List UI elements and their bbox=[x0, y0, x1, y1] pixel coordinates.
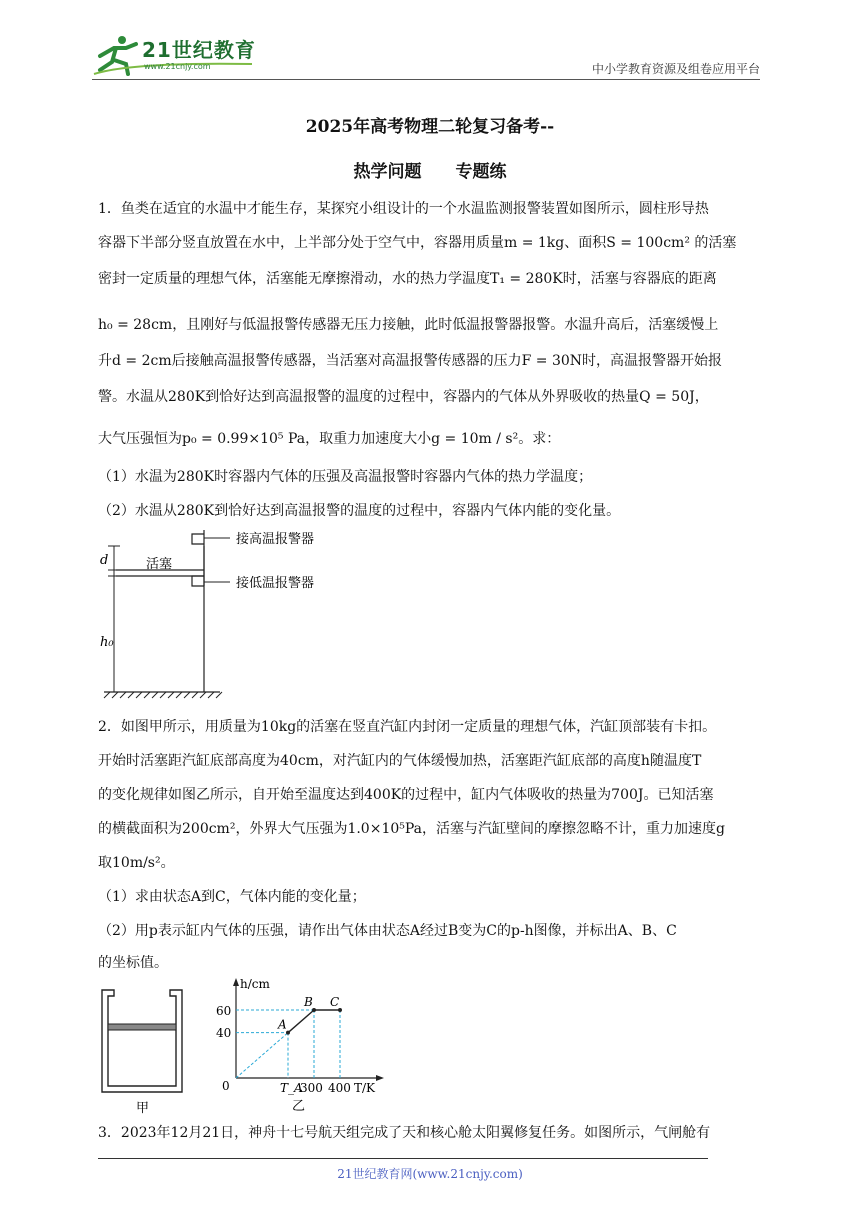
y-axis-label: h/cm bbox=[240, 977, 270, 991]
q1-line-6: 警。水温从280K到恰好达到高温报警的温度的过程中，容器内的气体从外界吸收的热量Q = 50J， bbox=[98, 389, 709, 405]
q2-cylinder-diagram bbox=[98, 986, 194, 1116]
q2-sub-question-1: （1）求由状态A到C，气体内能的变化量； bbox=[98, 889, 366, 905]
tick-y-60: 60 bbox=[216, 1004, 232, 1018]
q3-line-1: 3．2023年12月21日，神舟十七号航天组完成了天和核心舱太阳翼修复任务。如图所示，气闸舱有 bbox=[98, 1125, 711, 1141]
footer-divider bbox=[98, 1158, 708, 1159]
tick-y-40: 40 bbox=[216, 1026, 232, 1040]
point-label-c: C bbox=[330, 995, 340, 1009]
tick-ta: T_A bbox=[280, 1081, 303, 1095]
q1-line-4: h₀ = 28cm，且刚好与低温报警传感器无压力接触，此时低温报警器报警。水温升高后，活塞缓慢上 bbox=[98, 317, 719, 333]
tick-300: 300 bbox=[300, 1081, 323, 1095]
point-label-a: A bbox=[278, 1017, 287, 1032]
page-header bbox=[92, 28, 760, 80]
q1-line-7: 大气压强恒为p₀ = 0.99×10⁵ Pa，取重力加速度大小g = 10m / s²。求： bbox=[98, 431, 561, 447]
label-low-sensor: 接低温报警器 bbox=[236, 576, 315, 591]
q2-sub-question-2: （2）用p表示缸内气体的压强，请作出气体由状态A经过B变为C的p-h图像，并标出A、B、C bbox=[98, 923, 677, 939]
label-piston: 活塞 bbox=[146, 557, 173, 572]
header-divider bbox=[92, 79, 760, 80]
page-title: 2025年高考物理二轮复习备考-- bbox=[305, 117, 555, 137]
tick-400: 400 bbox=[328, 1081, 351, 1095]
q1-line-3: 密封一定质量的理想气体，活塞能无摩擦滑动，水的热力学温度T₁ = 280K时，活塞与容器底的距离 bbox=[98, 271, 717, 287]
label-yi: 乙 bbox=[292, 1099, 306, 1114]
q2-line-1: 2．如图甲所示，用质量为10kg的活塞在竖直汽缸内封闭一定质量的理想气体，汽缸顶部装有卡扣。 bbox=[98, 719, 717, 735]
guide-origin-a bbox=[236, 1033, 288, 1078]
q1-line-5: 升d = 2cm后接触高温报警传感器，当活塞对高温报警传感器的压力F = 30N时，高温报警器开始报 bbox=[98, 353, 723, 369]
x-axis-label: T/K bbox=[354, 1081, 376, 1095]
q2-line-4: 的横截面积为200cm²，外界大气压强为1.0×10⁵Pa，活塞与汽缸壁间的摩擦忽略不计，重力加速度g bbox=[98, 821, 725, 837]
q2-line-2: 开始时活塞距汽缸底部高度为40cm，对汽缸内的气体缓慢加热，活塞距汽缸底部的高度h随温度T bbox=[98, 753, 702, 769]
q1-sub-question-2: （2）水温从280K到恰好达到高温报警的温度的过程中，容器内气体内能的变化量。 bbox=[98, 503, 621, 519]
q1-line-2: 容器下半部分竖直放置在水中，上半部分处于空气中，容器用质量m = 1kg、面积S = 100cm² 的活塞 bbox=[98, 235, 737, 251]
q2-h-t-chart bbox=[218, 978, 388, 1114]
logo-url: www.21cnjy.com bbox=[144, 62, 211, 71]
q1-line-1: 1．鱼类在适宜的水温中才能生存，某探究小组设计的一个水温监测报警装置如图所示，圆柱形导热 bbox=[98, 201, 709, 217]
q2-sub-question-2-cont: 的坐标值。 bbox=[98, 955, 168, 971]
q2-line-5: 取10m/s²。 bbox=[98, 855, 175, 871]
label-h0: h₀ bbox=[100, 635, 114, 650]
header-platform-text: 中小学教育资源及组卷应用平台 bbox=[591, 62, 760, 76]
segment-ab bbox=[288, 1010, 314, 1033]
q1-container-diagram bbox=[96, 526, 346, 702]
page-subtitle: 热学问题 专题练 bbox=[353, 162, 507, 182]
q2-line-3: 的变化规律如图乙所示，自开始至温度达到400K的过程中，缸内气体吸收的热量为700J。已知活塞 bbox=[98, 787, 714, 803]
tick-0: 0 bbox=[222, 1079, 230, 1093]
logo-text: 21世纪教育 bbox=[142, 38, 256, 62]
label-jia: 甲 bbox=[136, 1101, 150, 1116]
q1-sub-question-1: （1）水温为280K时容器内气体的压强及高温报警时容器内气体的热力学温度； bbox=[98, 469, 593, 485]
footer-text: 21世纪教育网(www.21cnjy.com) bbox=[337, 1167, 523, 1181]
point-label-b: B bbox=[304, 995, 313, 1009]
label-d: d bbox=[100, 553, 109, 568]
label-high-sensor: 接高温报警器 bbox=[236, 532, 315, 547]
